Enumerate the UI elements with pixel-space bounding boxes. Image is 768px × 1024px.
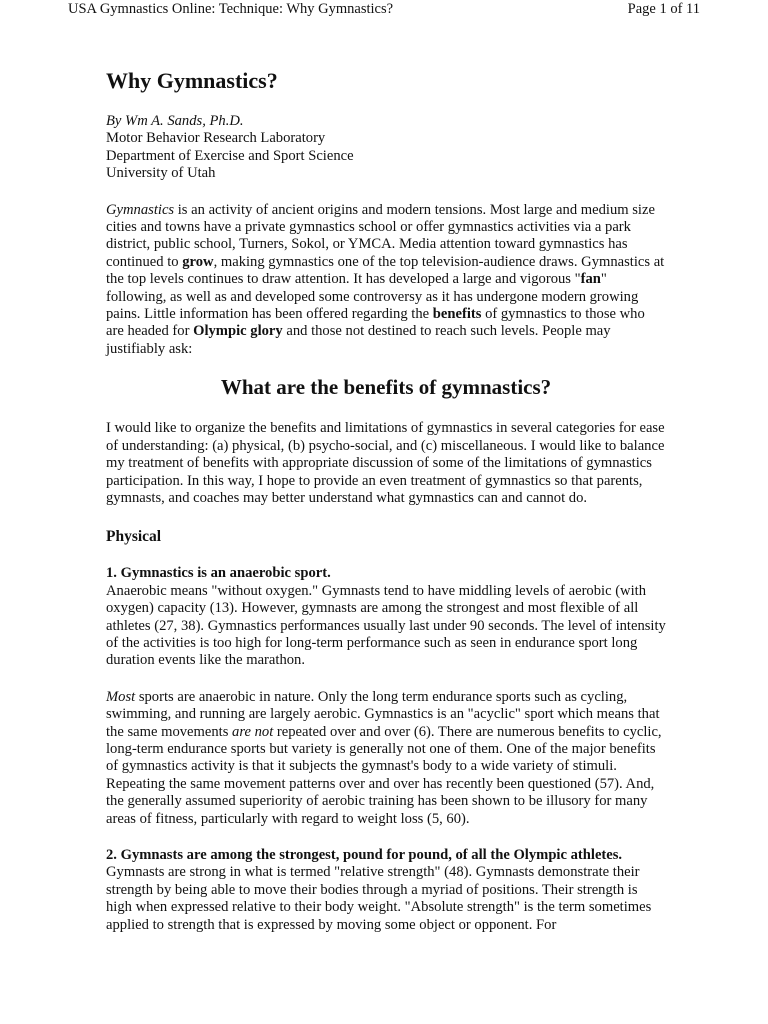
article — [106, 67, 666, 934]
benefits-question-heading: What are the benefits of gymnastics? — [220, 375, 552, 400]
page-indicator: Page 1 of 11 — [627, 1, 700, 17]
point1-paragraph-2: Most sports are anaerobic in nature. Only the long term endurance sports such as cycling, swimming, and running are largely aerobic. Gymnastics is an "acyclic" sport which means that the same movements are not repeated over and over (6). There are numerous benefits to cyclic, long-term endurance sports but variety is generally not one of them. One of the major benefits of gymnastics activity is that it subjects the gymnast's body to a wide variety of stimuli. Repeating the same movement patterns over and over has recently been questioned (57). And, the generally assumed superiority of aerobic training has been shown to be illusory for many areas of fitness, particularly with regard to weight loss (5, 60). — [106, 688, 662, 827]
running-header — [0, 0, 768, 20]
affiliation-department: Department of Exercise and Sport Science — [106, 147, 354, 164]
section-heading-physical: Physical — [106, 528, 162, 546]
point1-heading: 1. Gymnastics is an anaerobic sport. — [106, 565, 331, 582]
header-title: USA Gymnastics Online: Technique: Why Gymnastics? — [68, 1, 394, 17]
point1-paragraph: Anaerobic means "without oxygen." Gymnasts tend to have middling levels of aerobic (with oxygen) capacity (13). However, gymnasts are among the strongest and most flexible of all athletes (27, 38). Gymnastics performances usually last under 90 seconds. The level of intensity of the activities is too high for long-term performance such as seen in endurance sport long duration events like the marathon. — [106, 582, 666, 669]
byline — [106, 113, 666, 183]
point2-paragraph: Gymnasts are strong in what is termed "relative strength" (48). Gymnasts demonstrate their strength by being able to move their bodies through a myriad of positions. Their strength is high when expressed relative to their body weight. "Absolute strength" is the term sometimes applied to strength that is expressed by moving some object or opponent. For — [106, 864, 652, 933]
author: By Wm A. Sands, Ph.D. — [106, 113, 244, 129]
article-title: Why Gymnastics? — [106, 68, 278, 93]
affiliation-lab: Motor Behavior Research Laboratory — [106, 130, 326, 147]
affiliation-university: University of Utah — [106, 165, 216, 182]
intro-paragraph: Gymnastics is an activity of ancient origins and modern tensions. Most large and medium size cities and towns have a private gymnastics school or offer gymnastics activities via a park district, public school, Turners, Sokol, or YMCA. Media attention toward gymnastics has continued to grow, making gymnastics one of the top television-audience draws. Gymnastics at the top levels continues to draw attention. It has developed a large and vigorous "fan" following, as well as and developed some controversy as it has undergone modern growing pains. Little information has been offered regarding the benefits of gymnastics to those who are headed for Olympic glory and those not destined to reach such levels. People may justifiably ask: — [106, 201, 665, 357]
organize-paragraph: I would like to organize the benefits and limitations of gymnastics in several categories for ease of understanding: (a) physical, (b) psycho-social, and (c) miscellaneous. I would like to balance my treatment of benefits with appropriate discussion of some of the limitations of gymnastics participation. In this way, I hope to provide an even treatment of gymnastics so that parents, gymnasts, and coaches may better understand what gymnastics can and cannot do. — [106, 420, 665, 506]
point2-heading: 2. Gymnasts are among the strongest, pound for pound, of all the Olympic athletes. — [106, 847, 623, 863]
